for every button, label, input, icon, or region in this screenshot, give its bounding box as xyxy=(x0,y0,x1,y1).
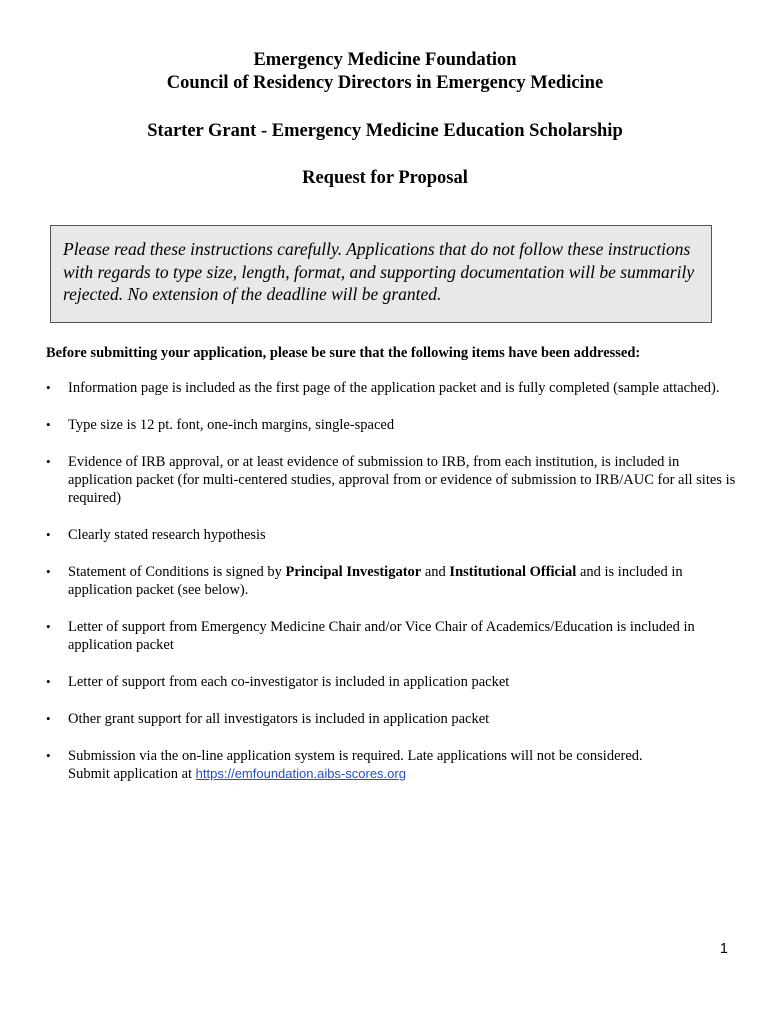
bullet-icon: • xyxy=(46,454,51,469)
list-item-text-mid: and xyxy=(421,564,450,580)
org-title: Emergency Medicine Foundation xyxy=(253,50,517,70)
list-item xyxy=(40,453,740,507)
bullet-icon: • xyxy=(46,674,51,689)
list-item xyxy=(40,416,740,434)
list-item xyxy=(40,526,740,544)
bullet-icon: • xyxy=(46,748,51,763)
bullet-icon: • xyxy=(46,380,51,395)
bullet-icon: • xyxy=(46,527,51,542)
rfp-title: Request for Proposal xyxy=(302,168,468,188)
instructions-notice-box xyxy=(50,225,712,323)
list-item xyxy=(40,618,740,654)
list-item-text-pre: Statement of Conditions is signed by xyxy=(68,564,286,580)
submission-checklist xyxy=(40,379,740,802)
bullet-icon: • xyxy=(46,711,51,726)
bullet-icon: • xyxy=(46,417,51,432)
list-item-text: Clearly stated research hypothesis xyxy=(68,527,266,543)
list-item-text: Evidence of IRB approval, or at least evidence of submission to IRB, from each institution, is included in application packet (for multi-centered studies, approval from or evidence of submission to IRB/AUC for all sites is required) xyxy=(68,454,736,506)
list-item-text: Letter of support from Emergency Medicine Chair and/or Vice Chair of Academics/Education is included in application packet xyxy=(68,619,695,653)
list-item xyxy=(40,563,740,599)
instructions-notice-text: Please read these instructions carefully. Applications that do not follow these instructions with regards to type size, length, format, and supporting documentation will be summarily rejected. No extension of the deadline will be granted. xyxy=(63,239,695,304)
list-item xyxy=(40,710,740,728)
checklist-intro: Before submitting your application, please be sure that the following items have been addressed: xyxy=(46,345,641,361)
list-item-text-post: and is included in application packet (see below). xyxy=(68,564,683,598)
list-item-text: Letter of support from each co-investigator is included in application packet xyxy=(68,674,510,690)
submission-requirement-text: Submission via the on-line application system is required. Late applications will not be considered. xyxy=(68,748,643,764)
bullet-icon: • xyxy=(46,619,51,634)
page-number: 1 xyxy=(719,941,728,957)
list-item xyxy=(40,747,740,783)
list-item xyxy=(40,673,740,691)
list-item xyxy=(40,379,740,397)
institutional-official-label: Institutional Official xyxy=(449,564,577,580)
application-system-link[interactable]: https://emfoundation.aibs-scores.org xyxy=(195,766,406,781)
list-item-text xyxy=(68,748,643,782)
council-title: Council of Residency Directors in Emergency Medicine xyxy=(166,73,604,93)
list-item-text: Other grant support for all investigators is included in application packet xyxy=(68,711,490,727)
principal-investigator-label: Principal Investigator xyxy=(285,564,422,580)
list-item-text: Information page is included as the first page of the application packet and is fully completed (sample attached). xyxy=(68,380,720,396)
grant-title: Starter Grant - Emergency Medicine Education Scholarship xyxy=(147,121,623,141)
bullet-icon: • xyxy=(46,564,51,579)
list-item-text: Type size is 12 pt. font, one-inch margins, single-spaced xyxy=(68,417,395,433)
list-item-text xyxy=(68,564,683,598)
submit-at-text: Submit application at xyxy=(68,766,196,782)
